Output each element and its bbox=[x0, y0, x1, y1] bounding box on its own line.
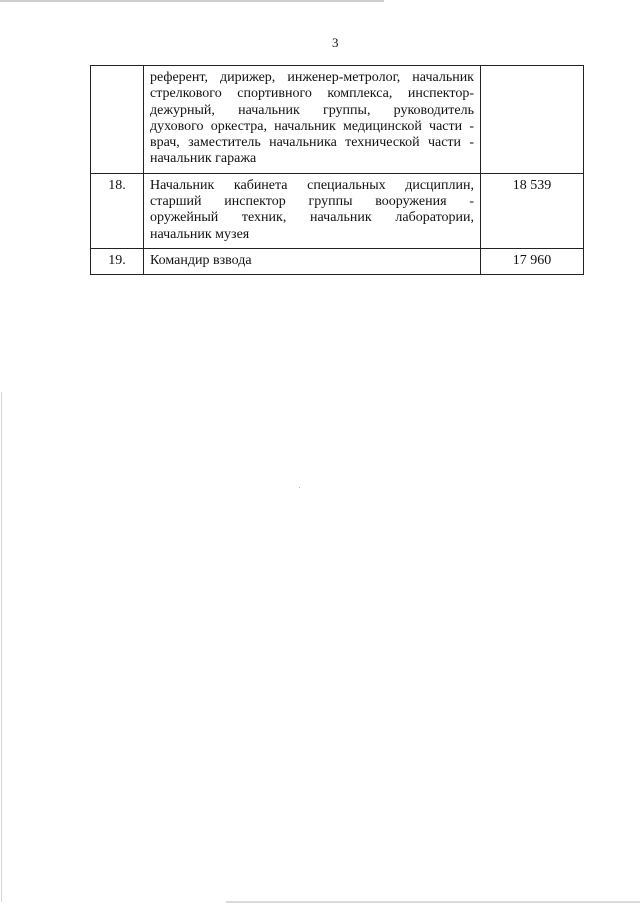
position-line: дежурный, начальник группы, руководитель bbox=[150, 102, 474, 118]
position-line: начальник гаража bbox=[150, 151, 257, 167]
table-row bbox=[91, 66, 584, 174]
position-line: референт, дирижер, инженер-метролог, начальник bbox=[150, 70, 474, 85]
positions-table bbox=[90, 65, 584, 275]
position-cell bbox=[144, 248, 481, 274]
scan-edge-left bbox=[1, 392, 2, 902]
scan-edge-bottom bbox=[226, 901, 640, 903]
position-line: оружейный техник, начальник лаборатории, bbox=[150, 210, 474, 226]
table-row bbox=[91, 173, 584, 248]
row-number-cell: 19. bbox=[91, 248, 144, 274]
position-line: старший инспектор группы вооружения - bbox=[150, 194, 474, 210]
position-cell bbox=[144, 66, 481, 174]
position-cell bbox=[144, 173, 481, 248]
scan-edge-top bbox=[0, 0, 384, 2]
scan-artifact bbox=[299, 487, 300, 488]
table-row bbox=[91, 248, 584, 274]
position-line: Командир взвода bbox=[150, 252, 252, 268]
row-number-cell: 18. bbox=[91, 173, 144, 248]
row-number-cell bbox=[91, 66, 144, 174]
salary-cell: 18 539 bbox=[481, 173, 584, 248]
salary-cell: 17 960 bbox=[481, 248, 584, 274]
page-number: 3 bbox=[332, 35, 339, 50]
position-line: духового оркестра, начальник медицинской части - bbox=[150, 118, 474, 134]
position-line: врач, заместитель начальника технической части - bbox=[150, 135, 474, 151]
position-line: стрелкового спортивного комплекса, инспектор- bbox=[150, 86, 474, 102]
position-line: Начальник кабинета специальных дисциплин, bbox=[150, 177, 474, 193]
salary-cell bbox=[481, 66, 584, 174]
position-line: начальник музея bbox=[150, 226, 250, 242]
